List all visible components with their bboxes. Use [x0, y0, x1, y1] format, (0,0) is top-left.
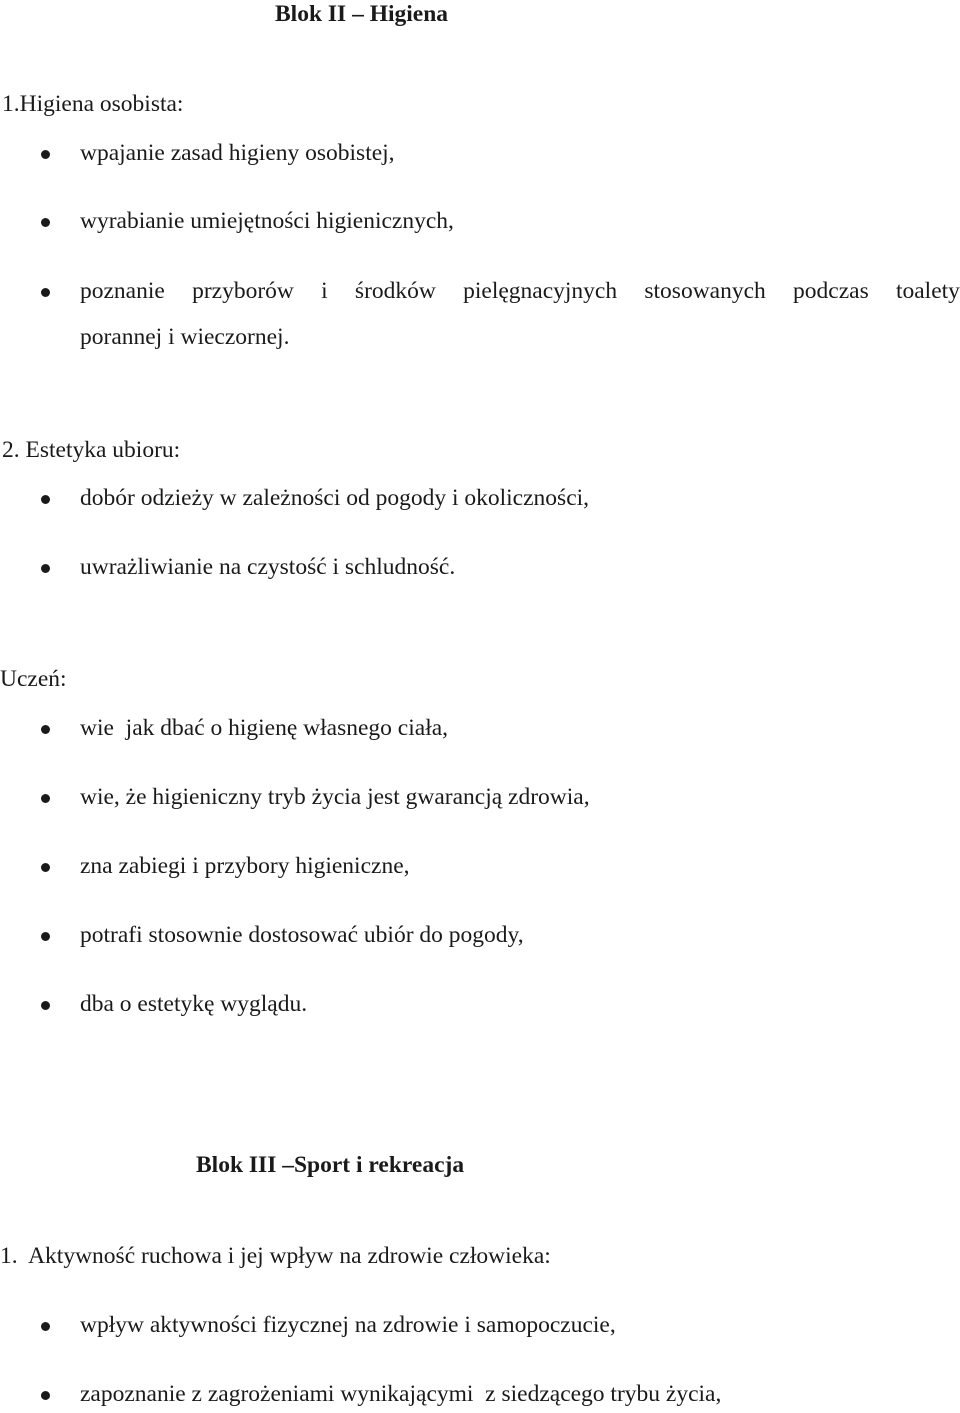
- word: pielęgnacyjnych: [463, 278, 618, 304]
- list-item-text: dba o estetykę wyglądu.: [80, 991, 308, 1017]
- bullet-icon: [41, 1391, 50, 1400]
- word: podczas: [793, 278, 869, 304]
- word: stosowanych: [644, 278, 766, 304]
- bullet-icon: [41, 288, 50, 297]
- block-3-title: Blok III –Sport i rekreacja: [196, 1152, 465, 1178]
- list-item-text-line-2: porannej i wieczornej.: [80, 324, 290, 350]
- list-item: [0, 1381, 960, 1411]
- list-item-text: zna zabiegi i przybory higieniczne,: [80, 853, 410, 879]
- word: środków: [354, 278, 436, 304]
- list-item-text: wie, że higieniczny tryb życia jest gwarancją zdrowia,: [80, 784, 590, 810]
- bullet-icon: [41, 725, 50, 734]
- bullet-icon: [41, 794, 50, 803]
- block-3-section-1-title: 1. Aktywność ruchowa i jej wpływ na zdrowie człowieka:: [0, 1243, 551, 1269]
- list-item: [0, 922, 960, 952]
- word: toalety: [895, 278, 960, 304]
- list-item: [0, 485, 960, 515]
- bullet-icon: [41, 218, 50, 227]
- bullet-icon: [41, 495, 50, 504]
- list-item: [0, 208, 960, 238]
- bullet-icon: [41, 150, 50, 159]
- list-item-text: wpływ aktywności fizycznej na zdrowie i samopoczucie,: [80, 1312, 616, 1338]
- list-item: [0, 140, 960, 170]
- bullet-icon: [41, 564, 50, 573]
- student-section-title: Uczeń:: [0, 666, 67, 692]
- word: poznanie: [80, 278, 165, 304]
- list-item: [0, 554, 960, 584]
- list-item-text: wie jak dbać o higienę własnego ciała,: [80, 715, 449, 741]
- bullet-icon: [41, 1322, 50, 1331]
- list-item-text: dobór odzieży w zależności od pogody i okoliczności,: [80, 485, 590, 511]
- list-item: [0, 784, 960, 814]
- list-item-text: wyrabianie umiejętności higienicznych,: [80, 208, 454, 234]
- section-1-title: 1.Higiena osobista:: [2, 91, 184, 117]
- bullet-icon: [41, 932, 50, 941]
- list-item-text: potrafi stosownie dostosować ubiór do pogody,: [80, 922, 524, 948]
- list-item: [0, 1312, 960, 1342]
- list-item: [0, 853, 960, 883]
- word: przyborów: [192, 278, 294, 304]
- list-item-text-line-1: [80, 278, 960, 305]
- section-2-title: 2. Estetyka ubioru:: [2, 437, 181, 463]
- block-2-title: Blok II – Higiena: [275, 1, 449, 27]
- list-item: [0, 715, 960, 745]
- bullet-icon: [41, 1001, 50, 1010]
- word: i: [321, 278, 328, 304]
- list-item-text: wpajanie zasad higieny osobistej,: [80, 140, 395, 166]
- list-item-text: uwrażliwianie na czystość i schludność.: [80, 554, 456, 580]
- list-item-text: zapoznanie z zagrożeniami wynikającymi z siedzącego trybu życia,: [80, 1381, 722, 1407]
- bullet-icon: [41, 863, 50, 872]
- list-item: [0, 991, 960, 1021]
